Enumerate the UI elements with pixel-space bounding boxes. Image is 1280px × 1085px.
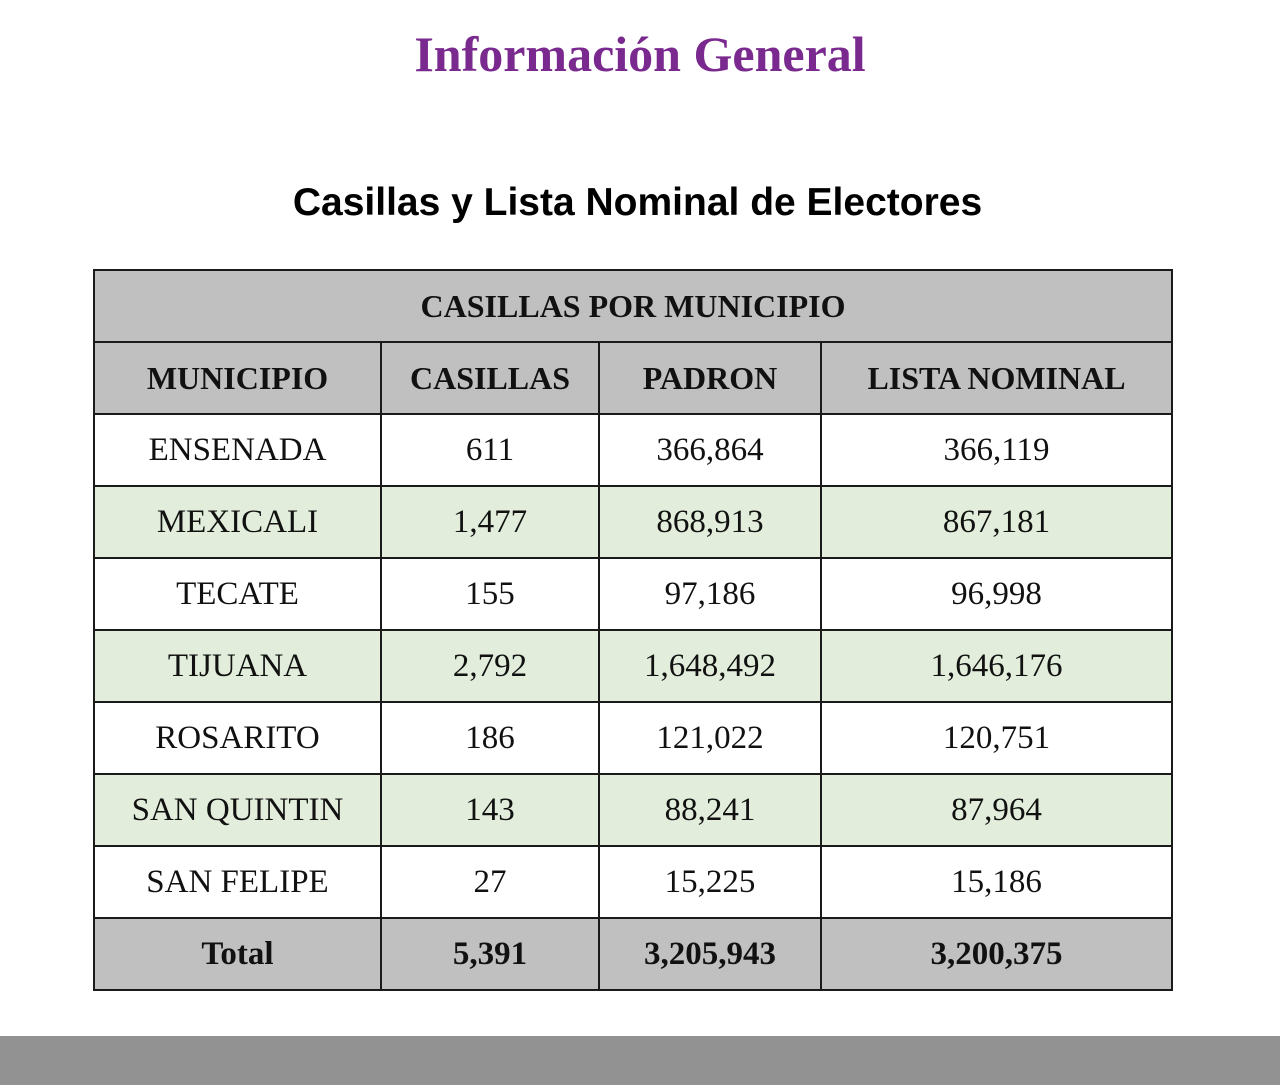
table-row <box>94 630 1172 702</box>
cell-padron: 121,022 <box>599 702 821 774</box>
cell-padron: 1,648,492 <box>599 630 821 702</box>
cell-casillas: 27 <box>381 846 599 918</box>
cell-municipio: TECATE <box>94 558 381 630</box>
table-row <box>94 846 1172 918</box>
table-row <box>94 702 1172 774</box>
cell-padron: 97,186 <box>599 558 821 630</box>
page-title: Información General <box>414 26 866 82</box>
total-label: Total <box>94 918 381 990</box>
cell-lista-nominal: 96,998 <box>821 558 1172 630</box>
cell-lista-nominal: 867,181 <box>821 486 1172 558</box>
cell-municipio: TIJUANA <box>94 630 381 702</box>
cell-casillas: 155 <box>381 558 599 630</box>
cell-municipio: ENSENADA <box>94 414 381 486</box>
cell-municipio: MEXICALI <box>94 486 381 558</box>
table-header-row <box>94 342 1172 414</box>
table-row <box>94 558 1172 630</box>
total-casillas: 5,391 <box>381 918 599 990</box>
footer-bar <box>0 1036 1280 1085</box>
cell-lista-nominal: 366,119 <box>821 414 1172 486</box>
table-row <box>94 414 1172 486</box>
cell-padron: 15,225 <box>599 846 821 918</box>
cell-lista-nominal: 87,964 <box>821 774 1172 846</box>
cell-casillas: 186 <box>381 702 599 774</box>
cell-casillas: 143 <box>381 774 599 846</box>
total-lista-nominal: 3,200,375 <box>821 918 1172 990</box>
cell-casillas: 1,477 <box>381 486 599 558</box>
cell-padron: 88,241 <box>599 774 821 846</box>
cell-lista-nominal: 1,646,176 <box>821 630 1172 702</box>
cell-casillas: 2,792 <box>381 630 599 702</box>
column-header-padron: PADRON <box>599 342 821 414</box>
column-header-municipio: MUNICIPIO <box>94 342 381 414</box>
table-subtitle: Casillas y Lista Nominal de Electores <box>292 181 983 224</box>
column-header-lista-nominal: LISTA NOMINAL <box>821 342 1172 414</box>
cell-casillas: 611 <box>381 414 599 486</box>
cell-padron: 366,864 <box>599 414 821 486</box>
total-padron: 3,205,943 <box>599 918 821 990</box>
table-band-row <box>94 270 1172 342</box>
table-row <box>94 486 1172 558</box>
cell-municipio: SAN QUINTIN <box>94 774 381 846</box>
table-row <box>94 774 1172 846</box>
cell-lista-nominal: 120,751 <box>821 702 1172 774</box>
cell-lista-nominal: 15,186 <box>821 846 1172 918</box>
column-header-casillas: CASILLAS <box>381 342 599 414</box>
table-band-label: CASILLAS POR MUNICIPIO <box>94 270 1172 342</box>
cell-municipio: ROSARITO <box>94 702 381 774</box>
cell-padron: 868,913 <box>599 486 821 558</box>
table-total-row <box>94 918 1172 990</box>
cell-municipio: SAN FELIPE <box>94 846 381 918</box>
casillas-table <box>93 269 1173 991</box>
